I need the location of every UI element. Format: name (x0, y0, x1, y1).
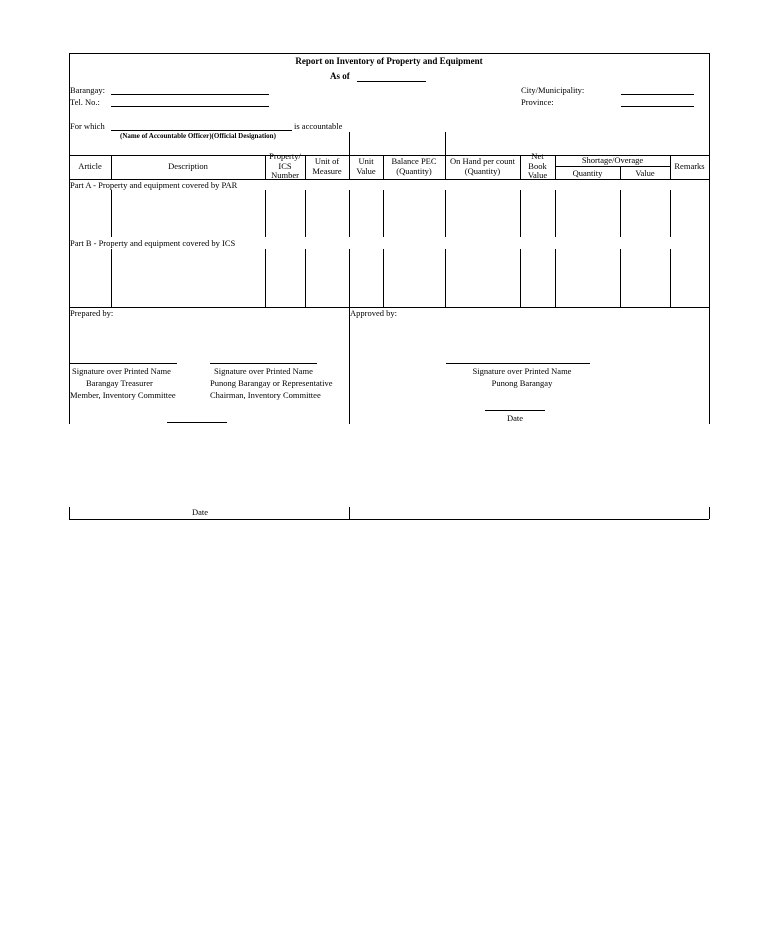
header-article: Article (78, 161, 102, 171)
col-divider-top (349, 132, 350, 155)
col-line (445, 190, 446, 237)
header-property-l2: ICS (278, 161, 292, 171)
date-line-left[interactable] (167, 422, 227, 423)
strip-right-border (709, 507, 710, 519)
header-shortage: Shortage/Overage (581, 155, 644, 165)
city-label: City/Municipality: (521, 85, 585, 95)
date-right-label: Date (506, 413, 524, 423)
col-line (670, 249, 671, 307)
col-divider-top (445, 132, 446, 155)
signature-divider (349, 307, 350, 424)
strip-divider (349, 507, 350, 519)
province-label: Province: (521, 97, 554, 107)
date-line-right[interactable] (485, 410, 545, 411)
header-onhand-l1: On Hand per count (450, 156, 515, 166)
shortage-sub-divider (555, 166, 670, 167)
sig1-line2: Barangay Treasurer (86, 378, 153, 388)
province-line[interactable] (621, 106, 694, 107)
header-onhand-l2: (Quantity) (464, 166, 501, 176)
col-line (349, 190, 350, 237)
col-line (265, 249, 266, 307)
prepared-by-label: Prepared by: (70, 308, 114, 318)
strip-left-border (69, 507, 70, 519)
header-netbook-l3: Value (527, 171, 548, 179)
is-accountable-label: is accountable (294, 121, 343, 131)
header-remarks: Remarks (674, 161, 705, 171)
sig1-line3: Member, Inventory Committee (70, 390, 176, 400)
date-left-label: Date (191, 507, 209, 517)
tel-line[interactable] (111, 106, 269, 107)
header-description: Description (168, 161, 208, 171)
signature-line-punong[interactable] (446, 363, 590, 364)
sig1-line1: Signature over Printed Name (72, 366, 171, 376)
form-top-border (69, 53, 709, 54)
sig2-line3: Chairman, Inventory Committee (210, 390, 321, 400)
col-line (670, 190, 671, 237)
as-of-label: As of (330, 71, 350, 81)
header-balance-l2: (Quantity) (396, 166, 432, 176)
col-line (383, 190, 384, 237)
header-unit-value-l1: Unit (358, 156, 374, 166)
sig2-line1: Signature over Printed Name (214, 366, 313, 376)
barangay-label: Barangay: (70, 85, 105, 95)
signature-line-treasurer[interactable] (70, 363, 177, 364)
header-unit-measure-l1: Unit of (314, 156, 340, 166)
col-line (555, 249, 556, 307)
part-b-label: Part B - Property and equipment covered by ICS (70, 238, 236, 248)
col-line (305, 249, 306, 307)
sig3-line2: Punong Barangay (491, 378, 553, 388)
approved-by-label: Approved by: (350, 308, 397, 318)
col-line (445, 249, 446, 307)
header-unit-value-l2: Value (356, 166, 376, 176)
officer-caption: (Name of Accountable Officer)(Official Designation) (120, 132, 276, 140)
tel-label: Tel. No.: (70, 97, 100, 107)
form-right-border (709, 53, 710, 424)
col-line (620, 249, 621, 307)
header-quantity: Quantity (572, 168, 603, 178)
col-line (305, 190, 306, 237)
header-property-l1: Property/ (269, 151, 301, 161)
officer-line[interactable] (111, 130, 292, 131)
col-line (520, 190, 521, 237)
part-a-label: Part A - Property and equipment covered by PAR (70, 180, 238, 190)
col-line (111, 190, 112, 237)
sig2-line2: Punong Barangay or Representative (210, 378, 333, 388)
col-line (555, 190, 556, 237)
as-of-line[interactable] (357, 81, 426, 82)
col-line (383, 249, 384, 307)
col-line (349, 249, 350, 307)
col-line (111, 249, 112, 307)
header-property-l3: Number (271, 171, 299, 179)
strip-bottom-border (69, 519, 709, 520)
header-unit-measure-l2: Measure (312, 166, 342, 176)
col-line (620, 190, 621, 237)
col-line (265, 190, 266, 237)
header-netbook-l2: Book (528, 161, 547, 171)
signature-line-chairman[interactable] (210, 363, 317, 364)
city-line[interactable] (621, 94, 694, 95)
col-line (520, 249, 521, 307)
header-netbook-l1: Net (531, 151, 544, 161)
for-which-label: For which (70, 121, 105, 131)
report-title: Report on Inventory of Property and Equipment (295, 56, 483, 66)
barangay-line[interactable] (111, 94, 269, 95)
sig3-line1: Signature over Printed Name (472, 366, 572, 376)
header-value: Value (635, 168, 655, 178)
header-balance-l1: Balance PEC (391, 156, 437, 166)
